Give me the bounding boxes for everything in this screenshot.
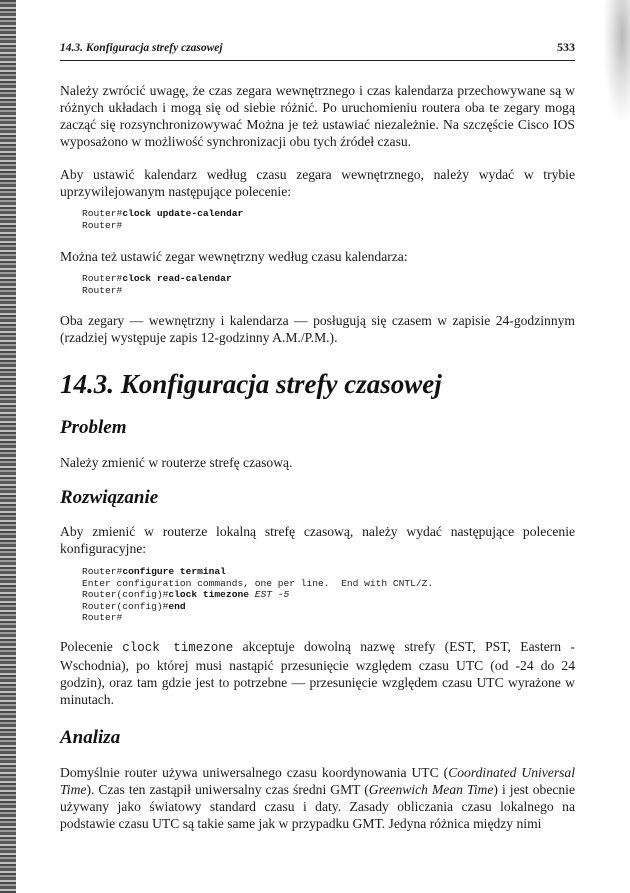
code-listing xyxy=(60,566,575,624)
paragraph-text: Można też ustawić zegar wewnętrzny według czasu kalendarza: xyxy=(60,249,408,264)
code-prompt: Router(config)# xyxy=(82,600,169,612)
code-command: clock read-calendar xyxy=(122,273,232,284)
code-prompt: Router# xyxy=(82,612,123,623)
code-command: clock update-calendar xyxy=(122,208,244,219)
code-command: clock timezone xyxy=(168,589,249,600)
text-run: ) i jest obecnie używany jako światowy standard czasu i daty. Zasady obliczania czasu lokalnego na podstawie czasu UTC są takie same jak w przypadku GMT. Jedyna różnica między nimi xyxy=(60,782,575,831)
analysis-text xyxy=(60,764,575,832)
code-block-update-calendar xyxy=(60,208,575,231)
solution-heading xyxy=(60,487,575,509)
text-run: ). Czas ten zastąpił uniwersalny czas średni GMT ( xyxy=(86,782,369,797)
paragraph-read-calendar xyxy=(60,248,575,265)
scan-corner-shadow xyxy=(604,0,630,120)
subsection-title: Analiza xyxy=(60,727,121,748)
inline-code: clock timezone xyxy=(122,641,234,655)
text-run: akceptuje dowolną nazwę strefy (EST, PST, Eastern - Wschodnia), po której musi nastąpić przesunięcie względem czasu UTC (od -24 do 24 godzin), oraz tam gdzie jest to potrzebne — przesunięcie względem czasu UTC wyrażone w minutach. xyxy=(60,639,575,707)
paragraph-update-calendar xyxy=(60,166,575,200)
code-command: end xyxy=(168,600,186,612)
paragraph-timezone-explanation xyxy=(60,638,575,708)
code-prompt: Router(config)# xyxy=(82,589,169,600)
code-prompt: Router# xyxy=(82,566,123,577)
paragraph-text xyxy=(60,764,575,832)
paragraph-text xyxy=(60,638,575,708)
code-prompt: Router# xyxy=(82,284,123,296)
text-run: Domyślnie router używa uniwersalnego czasu koordynowania UTC ( xyxy=(60,765,449,780)
paragraph-text: Aby ustawić kalendarz według czasu zegara wewnętrznego, należy wydać w trybie uprzywilejowanym następujące polecenie: xyxy=(60,167,575,199)
code-output: Enter configuration commands, one per line. End with CNTL/Z. xyxy=(82,577,434,589)
section-heading xyxy=(60,368,575,400)
problem-heading xyxy=(60,417,575,439)
code-argument: EST -5 xyxy=(254,589,290,600)
running-head-title: 14.3. Konfiguracja strefy czasowej xyxy=(60,42,223,54)
code-block-read-calendar xyxy=(60,273,575,296)
code-block-timezone xyxy=(60,566,575,624)
text-run: Polecenie xyxy=(60,639,113,654)
paragraph-text: Należy zmienić w routerze strefę czasową. xyxy=(60,455,293,470)
paragraph-text: Aby zmienić w routerze lokalną strefę czasową, należy wydać następujące polecenie konfiguracyjne: xyxy=(60,524,575,556)
text-italic: Greenwich Mean Time xyxy=(368,782,494,797)
paragraph-24h-format xyxy=(60,312,575,346)
analysis-heading xyxy=(60,727,575,749)
code-prompt: Router# xyxy=(82,273,123,284)
paragraph-text: Oba zegary — wewnętrzny i kalendarza — posługują się czasem w zapisie 24-godzinnym (rzadziej występuje zapis 12-godzinny A.M./P.M.). xyxy=(60,313,575,345)
code-listing xyxy=(60,208,575,231)
scan-binding-edge xyxy=(0,0,16,893)
code-listing xyxy=(60,273,575,296)
code-command: configure terminal xyxy=(122,566,226,577)
text-italic: Coordinated Universal Time xyxy=(60,765,575,797)
subsection-title: Problem xyxy=(60,417,127,438)
code-prompt: Router# xyxy=(82,208,123,219)
solution-text xyxy=(60,523,575,557)
paragraph-text: Należy zwrócić uwagę, że czas zegara wewnętrznego i czas kalendarza przechowywane są w różnych układach i mogą się od siebie różnić. Po uruchomieniu routera oba te zegary mogą zacząć się rozsynchronizowywać Można je też ustawiać niezależnie. Na szczęście Cisco IOS wyposażono w możliwość synchronizacji obu tych źródeł czasu. xyxy=(60,83,575,149)
subsection-title: Rozwiązanie xyxy=(60,487,159,508)
problem-text xyxy=(60,454,575,471)
running-head xyxy=(60,40,575,61)
section-title: 14.3. Konfiguracja strefy czasowej xyxy=(60,369,442,399)
code-prompt: Router# xyxy=(82,219,123,231)
paragraph-clock-sync xyxy=(60,82,575,150)
page-number: 533 xyxy=(557,40,575,54)
book-page xyxy=(60,40,575,831)
